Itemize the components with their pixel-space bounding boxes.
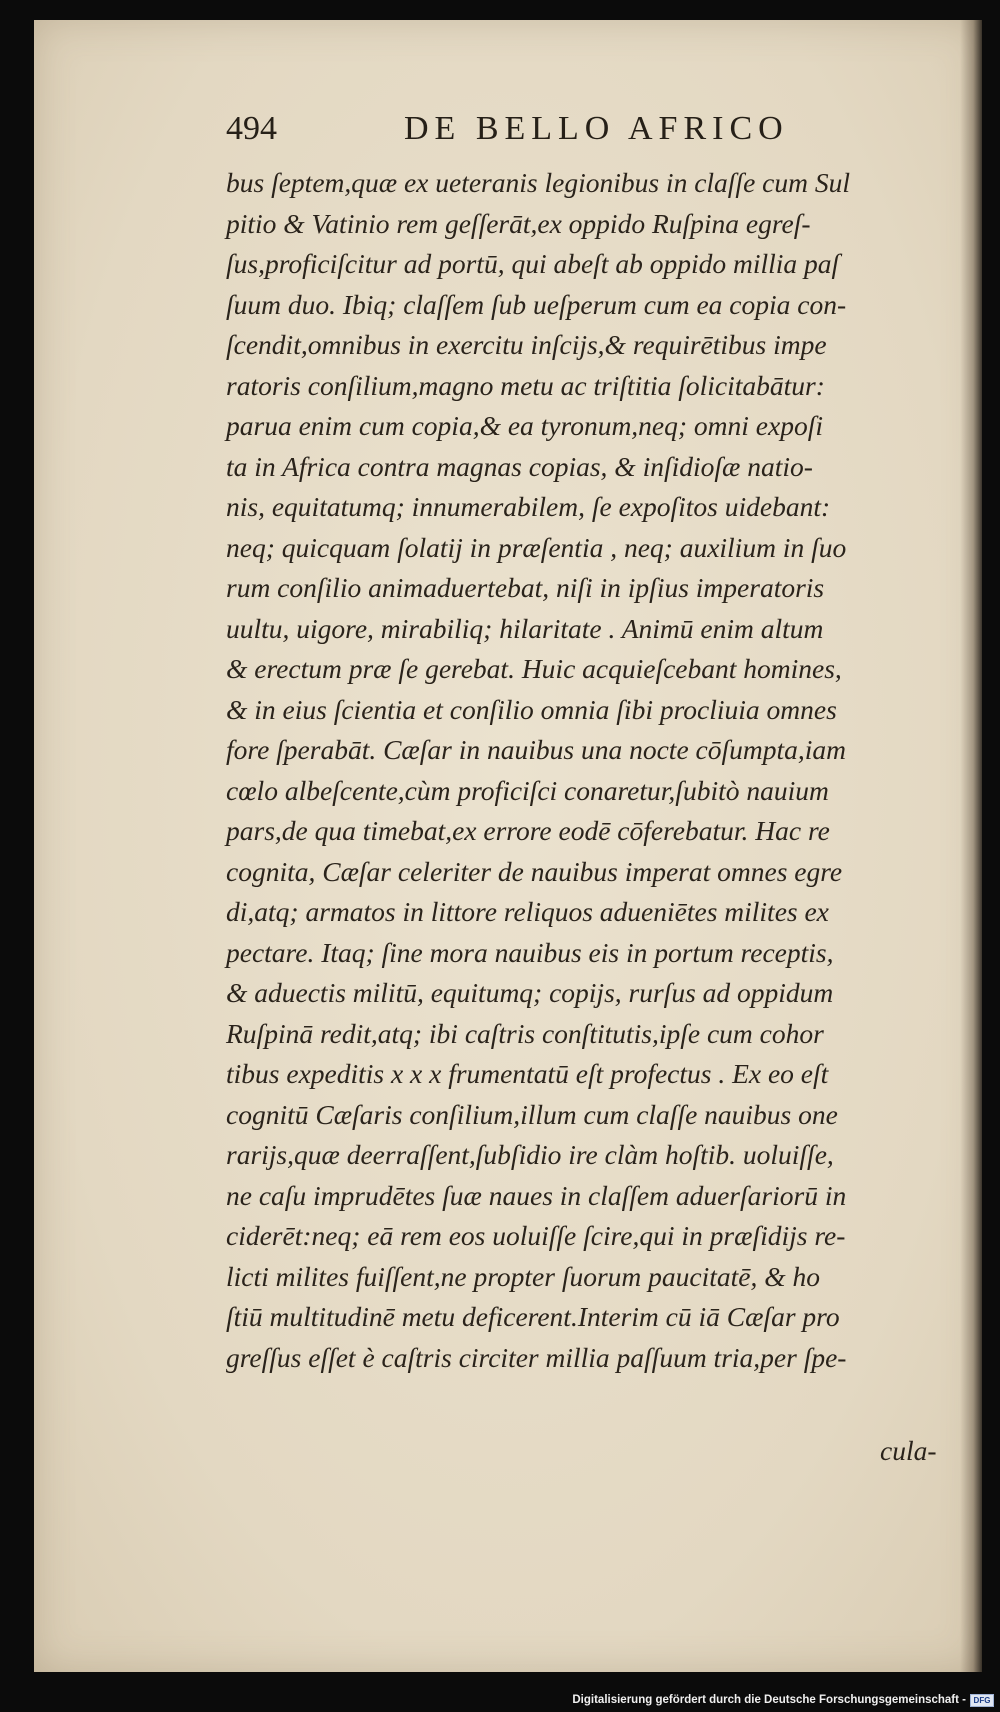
text-line: licti milites fuiſſent,ne propter ſuorum paucitatē, & ho bbox=[226, 1260, 820, 1292]
text-line: tibus expeditis x x x frumentatū eſt profectus . Ex eo eſt bbox=[226, 1058, 829, 1089]
text-line: ſtiū multitudinē metu deficerent.Interim cū iā Cæſar pro bbox=[226, 1301, 840, 1332]
text-line: ta in Africa contra magnas copias, & inſidioſæ natio- bbox=[226, 450, 813, 482]
text-line: bus ſeptem,quæ ex ueteranis legionibus in claſſe cum Sul bbox=[226, 167, 850, 198]
catchword: cula- bbox=[880, 1435, 937, 1466]
page-number: 494 bbox=[226, 110, 277, 147]
text-line: ne caſu imprudētes ſuæ naues in claſſem aduerſariorū in bbox=[226, 1179, 847, 1211]
text-line: greſſus eſſet è caſtris circiter millia paſſuum tria,per ſpe- bbox=[226, 1341, 847, 1373]
text-line: ſcendit,omnibus in exercitu inſcijs,& requirētibus impe bbox=[226, 329, 827, 360]
text-line: rum conſilio animaduertebat, niſi in ipſius imperatoris bbox=[226, 572, 825, 603]
text-line: ciderēt:neq; eā rem eos uoluiſſe ſcire,qui in præſidijs re- bbox=[226, 1220, 846, 1251]
dfg-logo: DFG bbox=[970, 1694, 994, 1707]
body-text bbox=[226, 163, 932, 1378]
page-header bbox=[226, 110, 826, 154]
text-line: pars,de qua timebat,ex errore eodē cōferebatur. Hac re bbox=[226, 815, 830, 846]
text-line: pitio & Vatinio rem geſſerāt,ex oppido Ruſpina egreſ- bbox=[226, 207, 811, 239]
running-title: DE BELLO AFRICO bbox=[404, 110, 789, 147]
text-line: cœlo albeſcente,cùm proficiſci conaretur,ſubitò nauium bbox=[226, 774, 829, 806]
text-line: & in eius ſcientia et conſilio omnia ſibi procliuia omnes bbox=[226, 693, 837, 725]
text-line: nis, equitatumq; innumerabilem, ſe expoſitos uidebant: bbox=[226, 491, 831, 522]
text-line: ſuum duo. Ibiq; claſſem ſub ueſperum cum ea copia con- bbox=[226, 288, 847, 320]
text-line: & erectum præ ſe gerebat. Huic acquieſcebant homines, bbox=[226, 653, 842, 684]
text-line: uultu, uigore, mirabiliq; hilaritate . Animū enim altum bbox=[226, 612, 824, 644]
text-line: rarijs,quæ deerraſſent,ſubſidio ire clàm hoſtib. uoluiſſe, bbox=[226, 1139, 834, 1170]
text-line: fore ſperabāt. Cæſar in nauibus una nocte cōſumpta,iam bbox=[226, 734, 846, 765]
text-line: cognita, Cæſar celeriter de nauibus imperat omnes egre bbox=[226, 855, 843, 887]
text-line: ratoris conſilium,magno metu ac triſtitia ſolicitabātur: bbox=[226, 369, 825, 401]
text-line: di,atq; armatos in littore reliquos adueniētes milites ex bbox=[226, 896, 829, 927]
page-gutter-shadow bbox=[960, 20, 982, 1672]
text-line: pectare. Itaq; ſine mora nauibus eis in portum receptis, bbox=[226, 936, 834, 968]
text-line: neq; quicquam ſolatij in præſentia , neq; auxilium in ſuo bbox=[226, 531, 847, 563]
text-line: & aduectis militū, equitumq; copijs, rurſus ad oppidum bbox=[226, 977, 834, 1008]
text-line: cognitū Cæſaris conſilium,illum cum claſſe nauibus one bbox=[226, 1098, 838, 1130]
text-line: Ruſpinā redit,atq; ibi caſtris conſtitutis,ipſe cum cohor bbox=[226, 1017, 824, 1049]
text-line: ſus,proficiſcitur ad portū, qui abeſt ab oppido millia paſ bbox=[226, 248, 840, 279]
text-line: parua enim cum copia,& ea tyronum,neq; omni expoſi bbox=[226, 410, 823, 441]
digitization-credit: Digitalisierung gefördert durch die Deutsche Forschungsgemeinschaft - bbox=[572, 1694, 966, 1706]
